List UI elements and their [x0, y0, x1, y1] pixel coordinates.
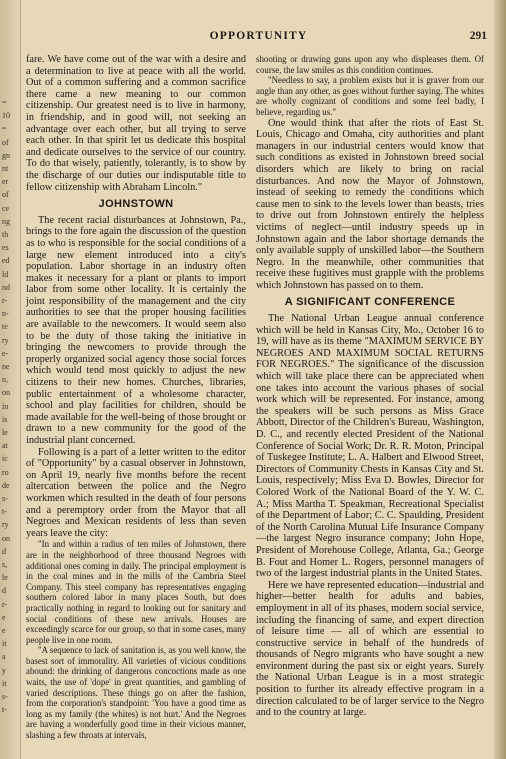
- paragraph: Following is a part of a letter written to the editor of "Opportunity" by a casual observer in Johnstown, on April 19, nearly five months before the recent altercation between the police and the Negro workmen which resulted in the death of four persons and a peremptory order from the Mayor that all Negroes and Mexican residents of less than seven years leave the city:: [26, 446, 246, 539]
- margin-fragment: in: [2, 401, 9, 411]
- paragraph: One would think that after the riots of East St. Louis, Chicago and Omaha, city authorities and plant managers in our industrial centers would know that such conditions as existed in Johnstown breed social disorders which are likely to bring on racial disturbances. And now the Mayor of Johnstown, instead of seeking to remedy the conditions which cause men to sink to the levels lower than beasts, tries to drive out from Johnstown entirely the helpless victims of neglect—until industry speeds up in Johnstown again and the labor shortage demands the only available supply of unskilled labor—the Southern Negro. In the meanwhile, other communities that receive these fugitives must grapple with the problems which Johnstown has passed on to them.: [256, 117, 484, 291]
- margin-fragment: ro: [2, 467, 9, 477]
- margin-fragment: d: [2, 546, 6, 556]
- margin-fragment: nd: [2, 282, 10, 292]
- binding-shadow: [494, 0, 506, 759]
- margin-fragment: ld: [2, 269, 9, 279]
- paragraph: fare. We have come out of the war with a desire and a determination to live at peace with all the world. Out of a common suffering and a common sacrifice there came a new meaning to our common citizenship. Our greatest need is to live in harmony, in friendship, and in good will, not seeking an advantage over each other, but all trying to serve each other. In that spirit let us dedicate this hospital and dedicate ourselves to the service of our country. To do that wisely, patiently, tolerantly, is to show by the discharge of our duties our indisputable title to fellow citizenship with Abraham Lincoln.": [26, 54, 246, 193]
- margin-fragment: gn: [2, 150, 10, 160]
- paragraph: The recent racial disturbances at Johnstown, Pa., brings to the fore again the discussion of the question as to who is responsible for the social conditions of a large new element introduced into a city's population. Labor shortage in an industry often makes it necessary for a plant or plants to import labor from some other locality. It is certainly the joint responsibility of the management and the city authorities to see that the proper housing facilities are available to the newcomers. It would seem also to be the duty of those taking the initiative in bringing the newcomers to provide through the properly organized social agency those social forces which would tend most quickly to adjust the new citizens to their new homes. Churches, libraries, public entertainment of a wholesome character, school and play facilities for children, should be made available for the well-being of those brought or drawn to a new community for the good of the industrial plant concerned.: [26, 214, 246, 446]
- margin-fragment: 10: [2, 111, 10, 121]
- page-header: [26, 30, 491, 46]
- quoted-letter: "Needless to say, a problem exists but it is graver from our angle than any other, as goes without further saying. The whites are wholly cognizant of conditions and some feel badly, I believe, regarding us.": [256, 75, 484, 117]
- margin-fragment: th: [2, 230, 9, 239]
- margin-fragment: of: [2, 190, 9, 200]
- margin-fragment: nt: [2, 164, 9, 173]
- margin-fragment: le: [2, 573, 8, 583]
- paragraph: Here we have represented education—industrial and higher—better health for adults and babies, employment in all of its phases, modern social service, including the financing of same, and expert direction of leisure time — all of which are essential to constructive service in behalf of the hundreds of thousands of Negro migrants who have sought a new environment during the past six or eight years. Surely the National Urban League is in a most strategic position to further its already effective program in a direction calculated to be of larger service to the Negro and to the country at large.: [256, 579, 484, 719]
- margin-fragment: e-: [2, 348, 9, 358]
- left-column: [26, 54, 246, 741]
- quoted-letter: "A sequence to lack of sanitation is, as you well know, the basest sort of immorality. All varieties of vicious conditions abound: the drinking of dangerous concoctions made as one waits, the use of 'dope' in great quantities, and gambling of varied descriptions. These things go on after the fashion, from the corporation's standpoint: 'You have a good time as long as my family (the whites) is not hurt.' And the Negroes are having a wonderfully good time in their vicious manner, slashing a few throats at intervals,: [26, 645, 246, 741]
- margin-fragment: r-: [2, 296, 8, 305]
- margin-fragment: es: [2, 243, 9, 253]
- page-number: 291: [469, 30, 487, 42]
- margin-fragment: it: [2, 639, 7, 649]
- margin-fragment: s,: [2, 560, 8, 569]
- margin-fragment: ry: [2, 335, 9, 345]
- margin-fragment: e: [2, 626, 6, 635]
- margin-fragment: te: [2, 322, 8, 332]
- margin-fragment: t-: [2, 507, 7, 517]
- margin-fragment: er: [2, 177, 9, 187]
- margin-fragment: r-: [2, 599, 8, 609]
- margin-fragment: on: [2, 533, 10, 543]
- margin-fragment: t-: [2, 705, 7, 715]
- margin-fragment: of: [2, 137, 9, 147]
- margin-fragment: is: [2, 414, 8, 424]
- margin-fragment: n,: [2, 375, 8, 385]
- paragraph: The National Urban League annual conference which will be held in Kansas City, Mo., October 16 to 19, will have as its theme "MAXIMUM SERVICE BY NEGROES AND MAXIMUM SOCIAL RETURNS FOR NEGROES." The significance of the discussion which will take place there can be appreciated when one takes into account the various phases of social work which will be represented. For instance, among the speakers will be such persons as Miss Grace Abbott, Director of the Children's Bureau, Washington, D. C., and recently elected President of the National Conference of Social Work; Dr. R. R. Moton, Principal of Tuskegee Institute; L. A. Halbert and Elwood Street, Directors of Community Chests in Kansas City and St. Louis, respectively; Miss Eva D. Bowles, Director for Colored Work of the National Board of the Y. W. C. A.; Miss Martha T. Speakman, Recreational Specialist of the Department of Labor; C. C. Spaulding, President of the North Carolina Mutual Life Insurance Company—the largest Negro insurance company; John Hope, President of Morehouse College, Atlanta, Ga.; George B. Fout and Homer L. Rogers, personnel managers of two of the largest industrial plants in the United States.: [256, 313, 484, 580]
- margin-fragment: de: [2, 480, 10, 490]
- margin-fragment: ce: [2, 203, 10, 213]
- margin-fragment: ed: [2, 256, 10, 266]
- margin-fragment: e: [2, 612, 6, 622]
- margin-fragment: ic: [2, 454, 8, 464]
- margin-fragment: a: [2, 652, 6, 662]
- margin-fragment: s-: [2, 692, 8, 701]
- right-column: [256, 54, 484, 719]
- margin-fragment: n-: [2, 309, 9, 319]
- margin-fragment: ng: [2, 216, 10, 226]
- section-heading-conference: A SIGNIFICANT CONFERENCE: [284, 296, 456, 309]
- margin-fragment: =: [2, 124, 7, 134]
- quoted-letter: shooting or drawing guns upon any who displeases them. Of course, the law smiles as this condition continues.: [256, 54, 484, 75]
- quoted-letter: "In and within a radius of ten miles of Johnstown, there are in the neighborhood of three thousand Negroes with additional ones coming in daily. The principal employment is in the coal mines and in the mills of the Cambria Steel Company. This steel company has representatives engaging southern colored labor in many places South, but does practically nothing in regard to looking out for sanitary and social conditions of these new arrivals. Houses are exceedingly scarce for our group, so that in some cases, many people live in one room.: [26, 539, 246, 645]
- margin-fragment: ry: [2, 520, 9, 530]
- margin-fragment: it: [2, 678, 7, 688]
- margin-fragment: s-: [2, 494, 8, 503]
- running-title: OPPORTUNITY: [209, 30, 308, 42]
- margin-fragment: d: [2, 586, 6, 596]
- margin-fragment: y: [2, 665, 6, 675]
- margin-fragment: ne: [2, 362, 10, 371]
- margin-fragment: =: [2, 98, 7, 107]
- previous-page-edge: [0, 0, 21, 759]
- margin-fragment: on: [2, 388, 10, 398]
- margin-fragment: at: [2, 441, 8, 451]
- section-heading-johnstown: JOHNSTOWN: [98, 198, 174, 211]
- margin-fragment: le: [2, 428, 8, 437]
